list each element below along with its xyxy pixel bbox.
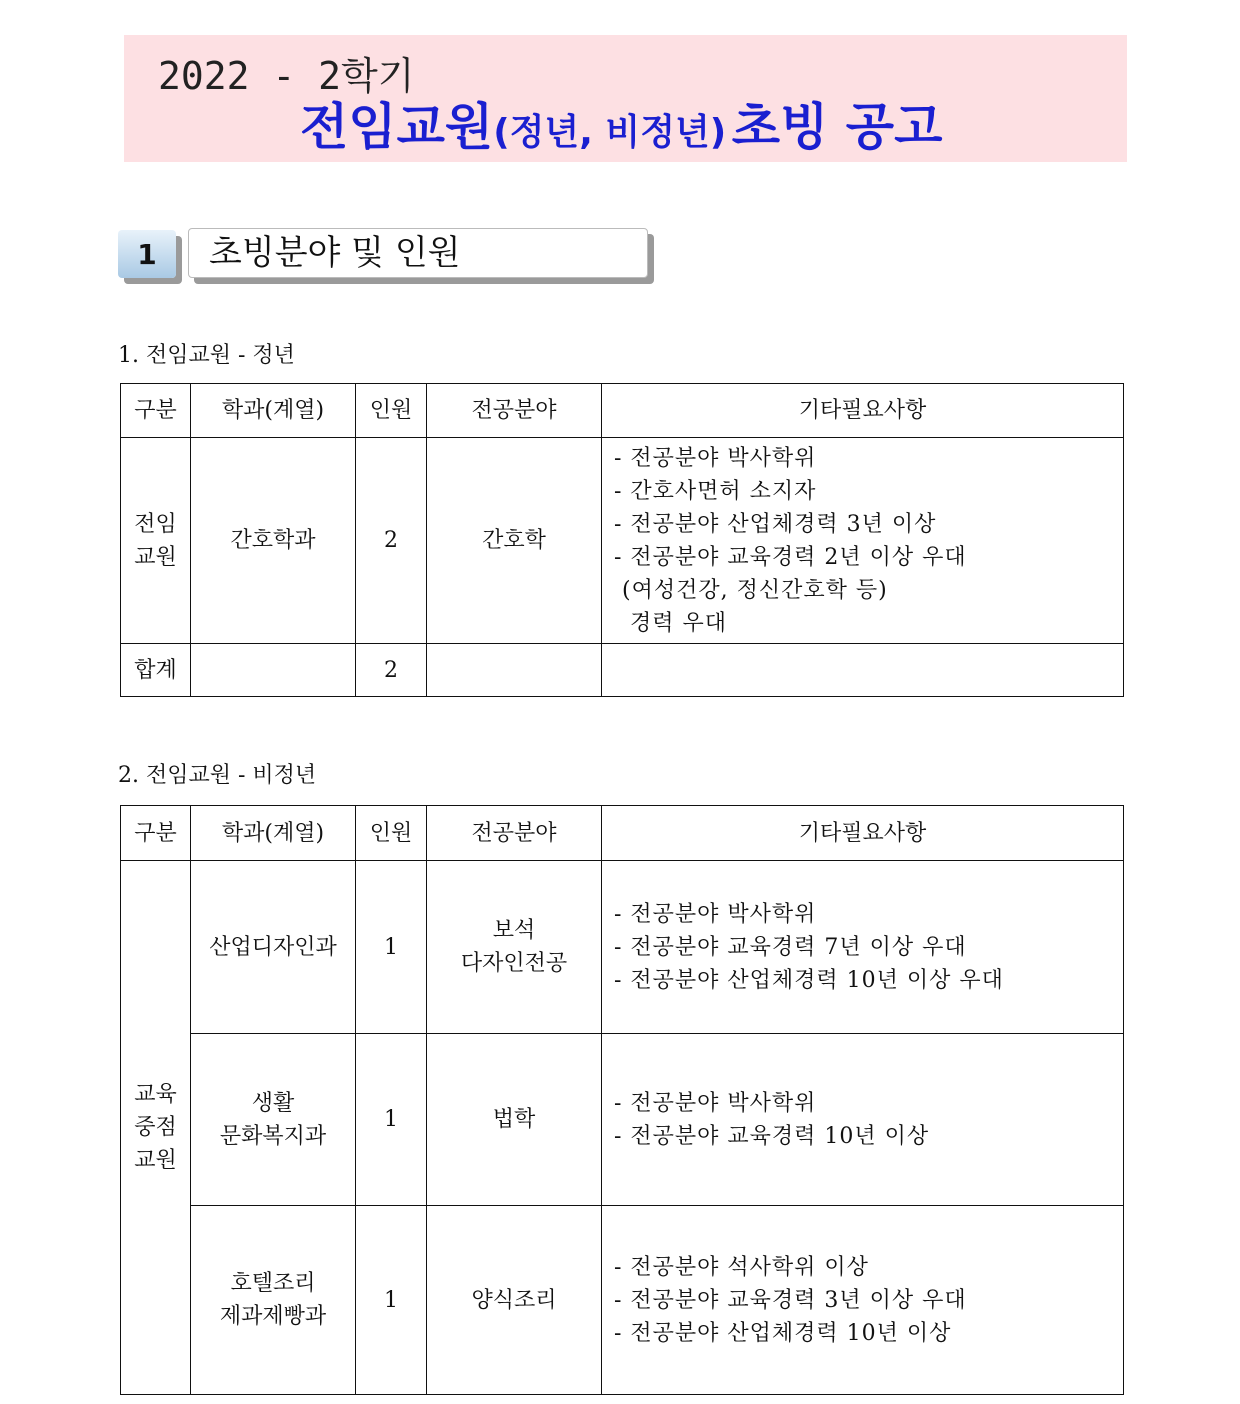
title-tail: 초빙 공고 <box>731 98 943 156</box>
tenure-table <box>120 383 1124 697</box>
count-cell: 1 <box>356 1034 427 1206</box>
total-count: 2 <box>356 644 427 697</box>
table-header-row <box>121 384 1124 438</box>
total-row <box>121 644 1124 697</box>
requirements-cell: - 전공분야 박사학위 - 전공분야 교육경력 10년 이상 <box>602 1034 1124 1206</box>
table-row <box>121 1034 1124 1206</box>
header-category: 구분 <box>121 384 191 438</box>
header-dept: 학과(계열) <box>191 384 356 438</box>
header-category: 구분 <box>121 806 191 861</box>
category-cell: 교육 중점 교원 <box>121 861 191 1395</box>
count-cell: 1 <box>356 1206 427 1395</box>
nontenure-table <box>120 805 1124 1395</box>
total-dept-empty <box>191 644 356 697</box>
major-cell: 보석 다자인전공 <box>427 861 602 1034</box>
header-major: 전공분야 <box>427 806 602 861</box>
section-number-badge: 1 <box>118 230 176 278</box>
table-header-row <box>121 806 1124 861</box>
dept-cell: 호텔조리 제과제빵과 <box>191 1206 356 1395</box>
dept-cell: 간호학과 <box>191 438 356 644</box>
header-count: 인원 <box>356 384 427 438</box>
requirements-cell: - 전공분야 박사학위 - 간호사면허 소지자 - 전공분야 산업체경력 3년 이상 - 전공분야 교육경력 2년 이상 우대 (여성건강, 정신간호학 등) 경력 우대 <box>602 438 1124 644</box>
title-year: 2022 - 2학기 <box>158 54 415 98</box>
count-cell: 2 <box>356 438 427 644</box>
total-major-empty <box>427 644 602 697</box>
table-row <box>121 1206 1124 1395</box>
table-row <box>121 438 1124 644</box>
section-title: 초빙분야 및 인원 <box>188 228 648 278</box>
page-title <box>300 87 942 159</box>
major-cell: 간호학 <box>427 438 602 644</box>
category-cell: 전임 교원 <box>121 438 191 644</box>
requirements-cell: - 전공분야 석사학위 이상 - 전공분야 교육경력 3년 이상 우대 - 전공분야 산업체경력 10년 이상 <box>602 1206 1124 1395</box>
table-row <box>121 861 1124 1034</box>
title-banner <box>124 35 1127 162</box>
total-label: 합계 <box>121 644 191 697</box>
count-cell: 1 <box>356 861 427 1034</box>
major-cell: 법학 <box>427 1034 602 1206</box>
dept-cell: 산업디자인과 <box>191 861 356 1034</box>
total-req-empty <box>602 644 1124 697</box>
tenure-heading: 1. 전임교원 - 정년 <box>118 343 295 368</box>
title-main: 전임교원 <box>300 98 494 156</box>
nontenure-heading: 2. 전임교원 - 비정년 <box>118 763 317 788</box>
dept-cell: 생활 문화복지과 <box>191 1034 356 1206</box>
header-requirements: 기타필요사항 <box>602 806 1124 861</box>
header-dept: 학과(계열) <box>191 806 356 861</box>
major-cell: 양식조리 <box>427 1206 602 1395</box>
header-count: 인원 <box>356 806 427 861</box>
requirements-cell: - 전공분야 박사학위 - 전공분야 교육경력 7년 이상 우대 - 전공분야 산업체경력 10년 이상 우대 <box>602 861 1124 1034</box>
header-requirements: 기타필요사항 <box>602 384 1124 438</box>
header-major: 전공분야 <box>427 384 602 438</box>
title-paren: (정년, 비정년) <box>493 112 727 153</box>
